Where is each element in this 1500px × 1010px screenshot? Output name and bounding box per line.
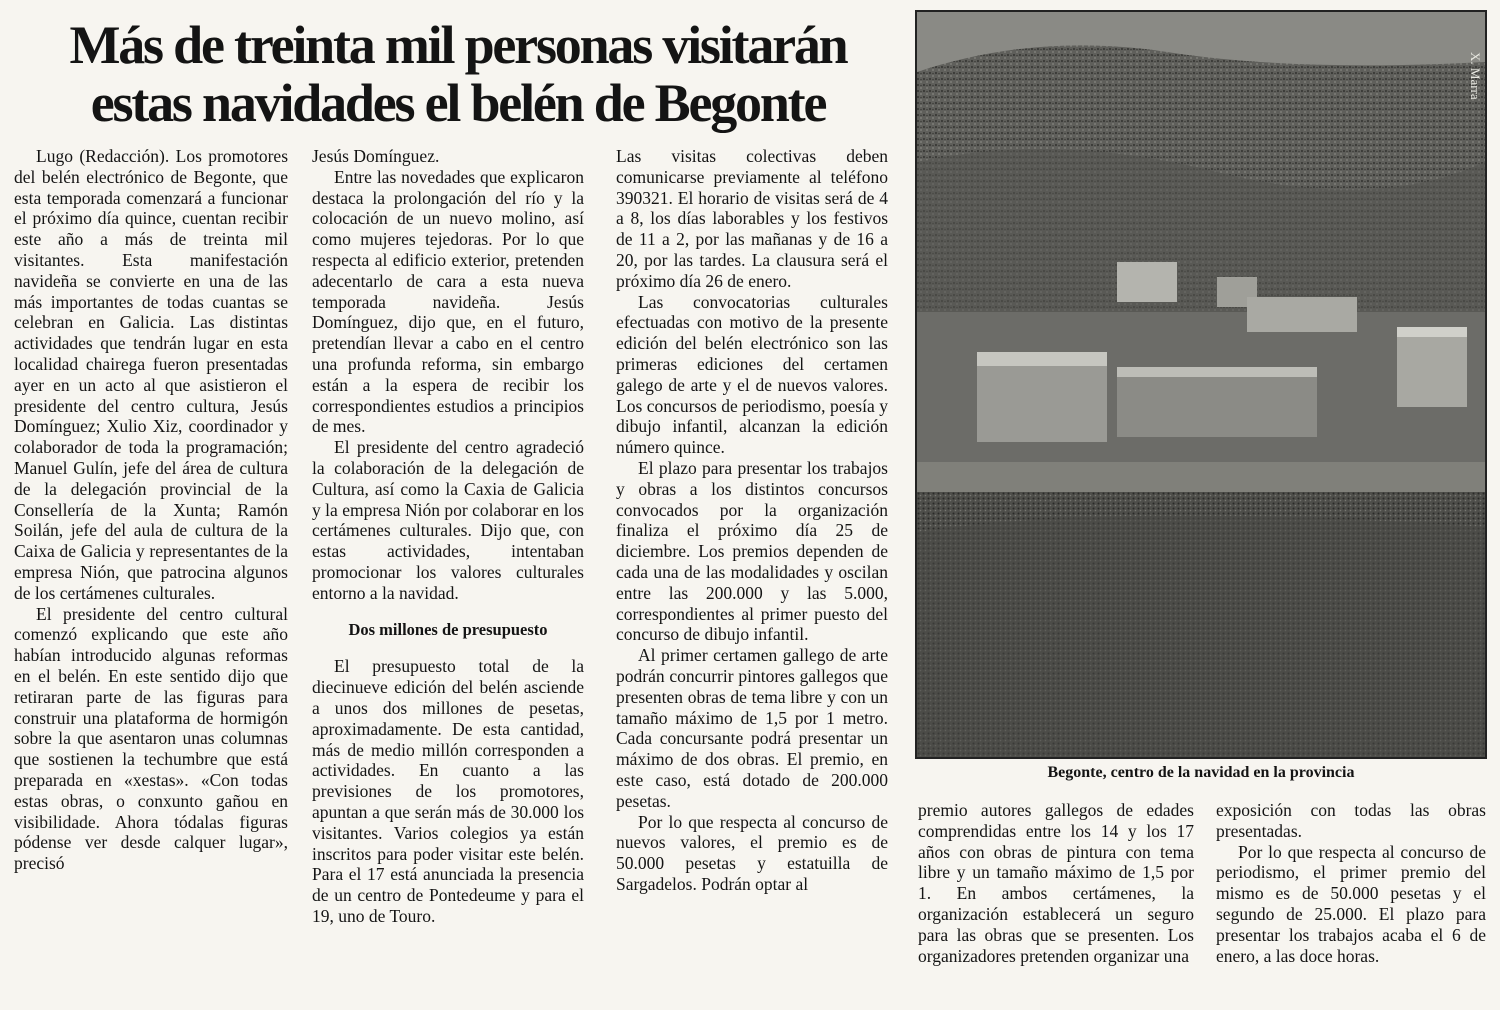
- photo-caption: Begonte, centro de la navidad en la provincia: [1047, 764, 1355, 781]
- col3-paragraph-2: Las convocatorias culturales efectuadas con motivo de la presente edición del belén electrónico son las primeras ediciones del certamen galego de arte y el de nuevos valores. Los concursos de periodismo, poesía y dibujo infantil, alcanzan la edición número quince.: [616, 291, 888, 458]
- headline-line-1: Más de treinta mil personas visitarán: [69, 15, 847, 75]
- column-2: [312, 146, 584, 927]
- col2-paragraph-3: El presidente del centro agradeció la colaboración de la delegación de Cultura, así como la Caxia de Galicia y la empresa Nión por colaborar en los certámenes culturales. Dijo que, con estas actividades, intentaban promocionar los valores culturales entorno a la navidad.: [312, 437, 584, 603]
- col5-paragraph-2: Por lo que respecta al concurso de periodismo, el primer premio del mismo es de 50.000 pesetas y el segundo de 25.000. El plazo para presentar los trabajos acaba el 6 de enero, a las doce horas.: [1216, 841, 1486, 966]
- column-4: [918, 800, 1194, 966]
- col2-paragraph-1: Jesús Domínguez.: [312, 146, 440, 166]
- column-1: [14, 146, 288, 874]
- col1-paragraph-2: El presidente del centro cultural comenzó explicando que este año habían introducido algunas reformas en el belén. En este sentido dijo que retiraran parte de las figuras para construir una plataforma de hormigón sobre la que asentaron unas columnas que sostienen la techumbre que está preparada en «xestas». «Con todas estas obras, o conxunto gañou en visibilidade. Ahora tódalas figuras pódense ver desde calquer lugar», precisó: [14, 603, 288, 874]
- village-photo: [915, 10, 1487, 759]
- col3-paragraph-5: Por lo que respecta al concurso de nuevos valores, el premio es de 50.000 pesetas y estatuilla de Sargadelos. Podrán optar al: [616, 811, 888, 894]
- col2-paragraph-2: Entre las novedades que explicaron destaca la prolongación del río y la colocación de un nuevo molino, así como mujeres tejedoras. Por lo que respecta al edificio exterior, pretenden adecentarlo de cara a esta nueva temporada navideña. Jesús Domínguez, dijo que, en el futuro, pretendían llevar a cabo en el centro una profunda reforma, sin embargo están a la espera de recibir los correspondientes estudios a principios de mes.: [312, 166, 584, 437]
- headline-line-2: estas navidades el belén de Begonte: [90, 73, 826, 133]
- photo-credit: X. Marra: [1468, 52, 1483, 100]
- col3-paragraph-1: Las visitas colectivas deben comunicarse previamente al teléfono 390321. El horario de visitas será de 4 a 8, los días laborables y los festivos de 11 a 2, por las mañanas y de 16 a 20, por las tardes. La clausura será el próximo día 26 de enero.: [616, 146, 888, 291]
- col5-paragraph-1: exposición con todas las obras presentadas.: [1216, 800, 1486, 841]
- col3-paragraph-3: El plazo para presentar los trabajos y obras a los distintos concursos convocados por la organización finaliza el próximo día 25 de diciembre. Los premios dependen de cada una de las modalidades y oscilan entre las 200.000 y las 5.000, correspondientes al primer puesto del concurso de dibujo infantil.: [616, 457, 888, 645]
- col3-paragraph-4: Al primer certamen gallego de arte podrán concurrir pintores gallegos que presenten obras de tema libre y con un tamaño máximo de 1,5 por 1 metro. Cada concursante podrá presentar un máximo de dos obras. El premio, en este caso, está dotado de 200.000 pesetas.: [616, 645, 888, 811]
- col4-paragraph-1: premio autores gallegos de edades comprendidas entre los 14 y los 17 años con obras de pintura con tema libre y un tamaño máximo de 1,5 por 1. En ambos certámenes, la organización establecerá un seguro para las obras que se presenten. Los organizadores pretenden organizar una: [918, 800, 1194, 966]
- col2-paragraph-4: El presupuesto total de la diecinueve edición del belén asciende a unos dos millones de pesetas, aproximadamente. De esta cantidad, más de medio millón corresponden a actividades. En cuanto a las previsiones de los promotores, apuntan a que serán más de 30.000 los visitantes. Varios colegios ya están inscritos para poder visitar este belén. Para el 17 está anunciada la presencia de un centro de Pontedeume y para el 19, uno de Touro.: [312, 656, 584, 926]
- village-photo-illustration: [917, 12, 1485, 757]
- col1-paragraph-1: Lugo (Redacción). Los promotores del belén electrónico de Begonte, que esta temporada comenzará a funcionar el próximo día quince, cuentan recibir este año a más de treinta mil visitantes. Esta manifestación navideña se convierte en una de las más importantes de todas cuantas se celebran en Galicia. Las distintas actividades que tendrán lugar en esta localidad chairega fueron presentadas ayer en un acto al que asistieron el presidente del centro cultura, Jesús Domínguez; Xulio Xiz, coordinador y colaborador de toda la programación; Manuel Gulín, jefe del área de cultura de la delegación provincial de la Consellería de la Xunta; Ramón Soilán, jefe del aula de cultura de la Caixa de Galicia y representantes de la empresa Nión, que patrocina algunos de los certámenes culturales.: [14, 146, 288, 603]
- column-3: [616, 146, 888, 895]
- column-5: [1216, 800, 1486, 966]
- article-headline: [18, 16, 898, 132]
- article-subhead: Dos millones de presupuesto: [348, 619, 548, 639]
